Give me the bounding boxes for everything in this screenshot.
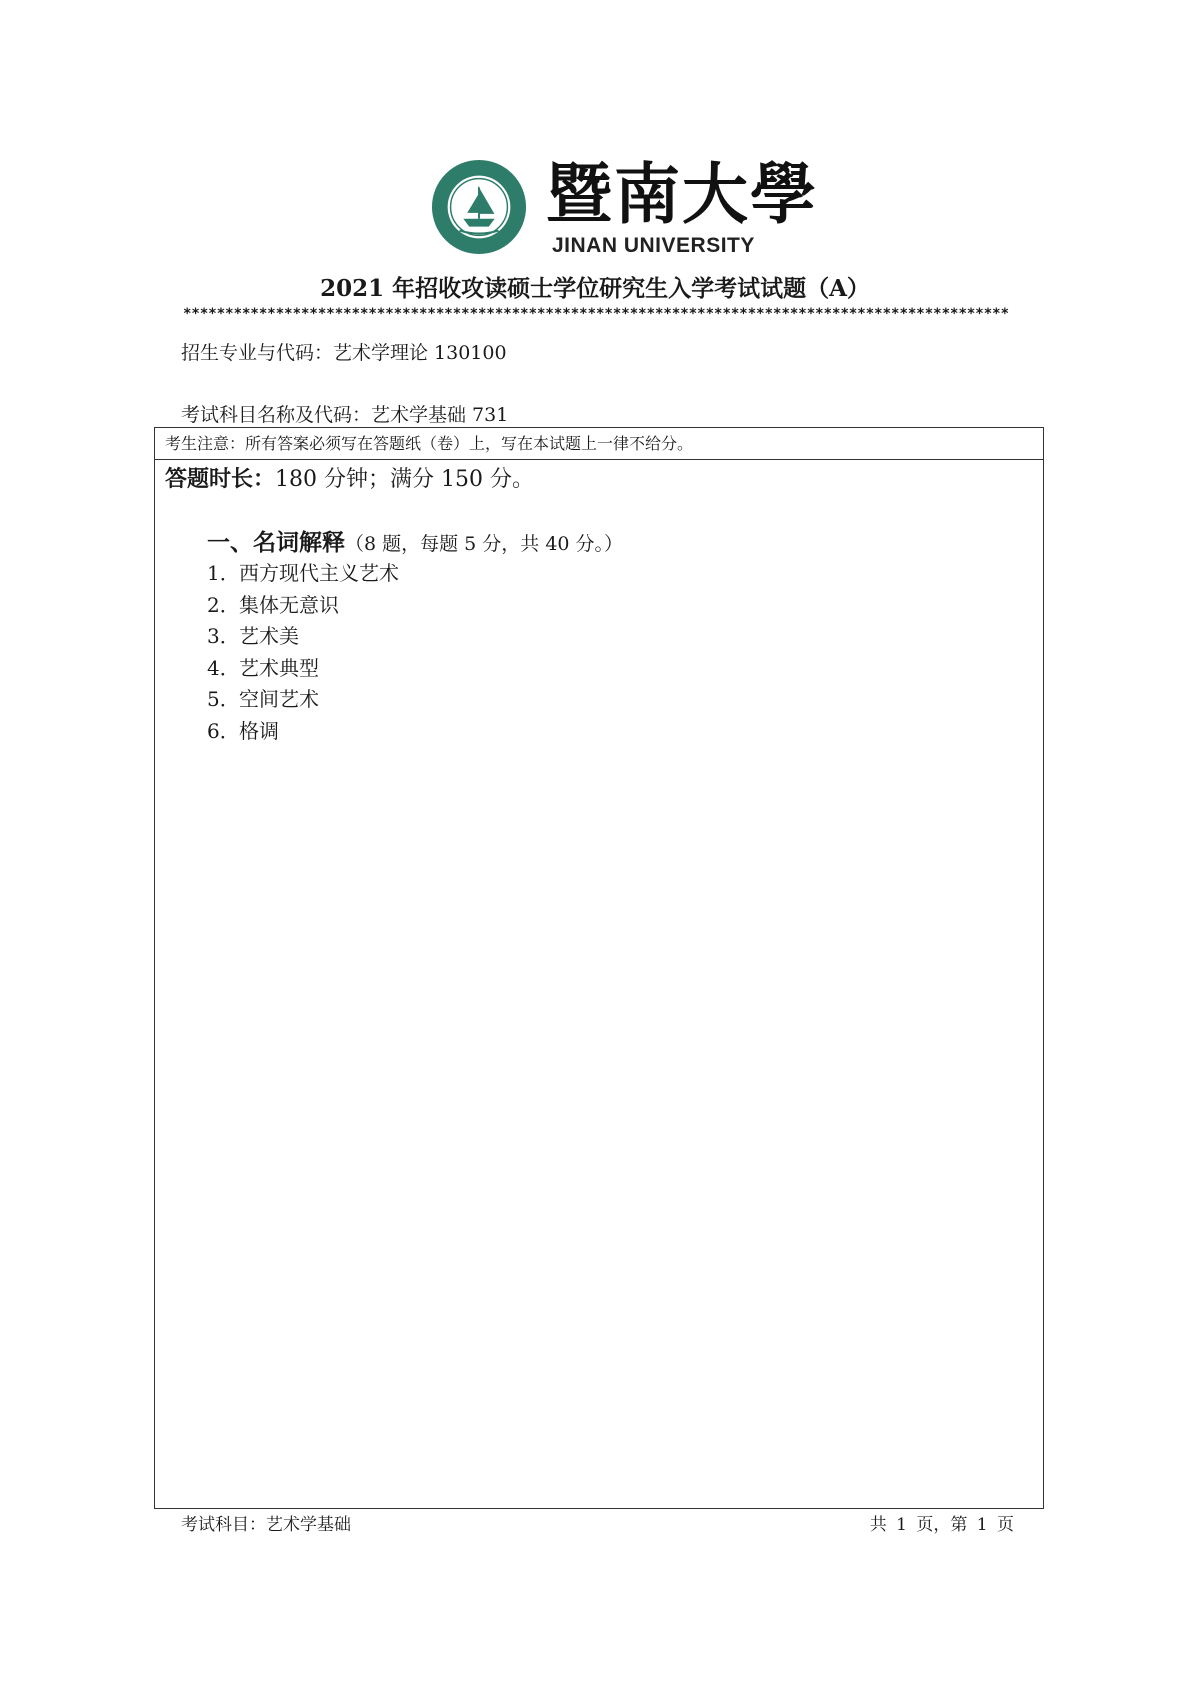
- duration-label: 答题时长：: [165, 466, 276, 492]
- question-item: [207, 621, 399, 653]
- candidate-notice: 考生注意：所有答案必须写在答题纸（卷）上，写在本试题上一律不给分。: [155, 428, 1043, 460]
- duration-text: 180 分钟；满分 150 分。: [275, 467, 534, 492]
- question-number: 4．: [207, 655, 240, 680]
- logo-english-name: JINAN UNIVERSITY: [552, 234, 755, 257]
- footer-page-count: 共 1 页，第 1 页: [869, 1515, 1014, 1535]
- exam-duration: [165, 462, 534, 493]
- question-item: [207, 590, 399, 622]
- question-item: [207, 558, 399, 590]
- question-text: 艺术典型: [239, 655, 319, 680]
- section-note: （8 题，每题 5 分，共 40 分。）: [345, 533, 624, 555]
- footer-subject: 考试科目：艺术学基础: [181, 1515, 351, 1535]
- section-heading: [207, 524, 623, 557]
- major-code: 招生专业与代码：艺术学理论 130100: [181, 342, 507, 364]
- section-title: 一、名词解释: [207, 529, 345, 556]
- question-list: [207, 558, 399, 747]
- subject-code: 考试科目名称及代码：艺术学基础 731: [181, 404, 509, 426]
- question-text: 集体无意识: [239, 592, 339, 617]
- question-text: 空间艺术: [239, 687, 319, 711]
- logo-chinese-name: 暨南大學: [546, 155, 818, 233]
- star-divider: **************************************************************************************************: [183, 306, 1010, 322]
- question-item: [207, 653, 399, 685]
- question-text: 西方现代主义艺术: [239, 561, 399, 585]
- question-text: 格调: [239, 718, 279, 743]
- question-text: 艺术美: [239, 624, 299, 648]
- question-number: 2．: [207, 592, 240, 617]
- question-item: [207, 716, 399, 748]
- question-number: 3．: [207, 624, 240, 648]
- question-item: [207, 684, 399, 716]
- question-number: 6．: [207, 718, 240, 743]
- university-seal-icon: [430, 158, 528, 256]
- exam-question-box: [154, 427, 1044, 1509]
- question-number: 1．: [207, 561, 240, 585]
- university-logo: [430, 155, 818, 262]
- exam-title: 2021 年招收攻读硕士学位研究生入学考试试题（A）: [320, 275, 870, 302]
- question-number: 5．: [207, 687, 240, 711]
